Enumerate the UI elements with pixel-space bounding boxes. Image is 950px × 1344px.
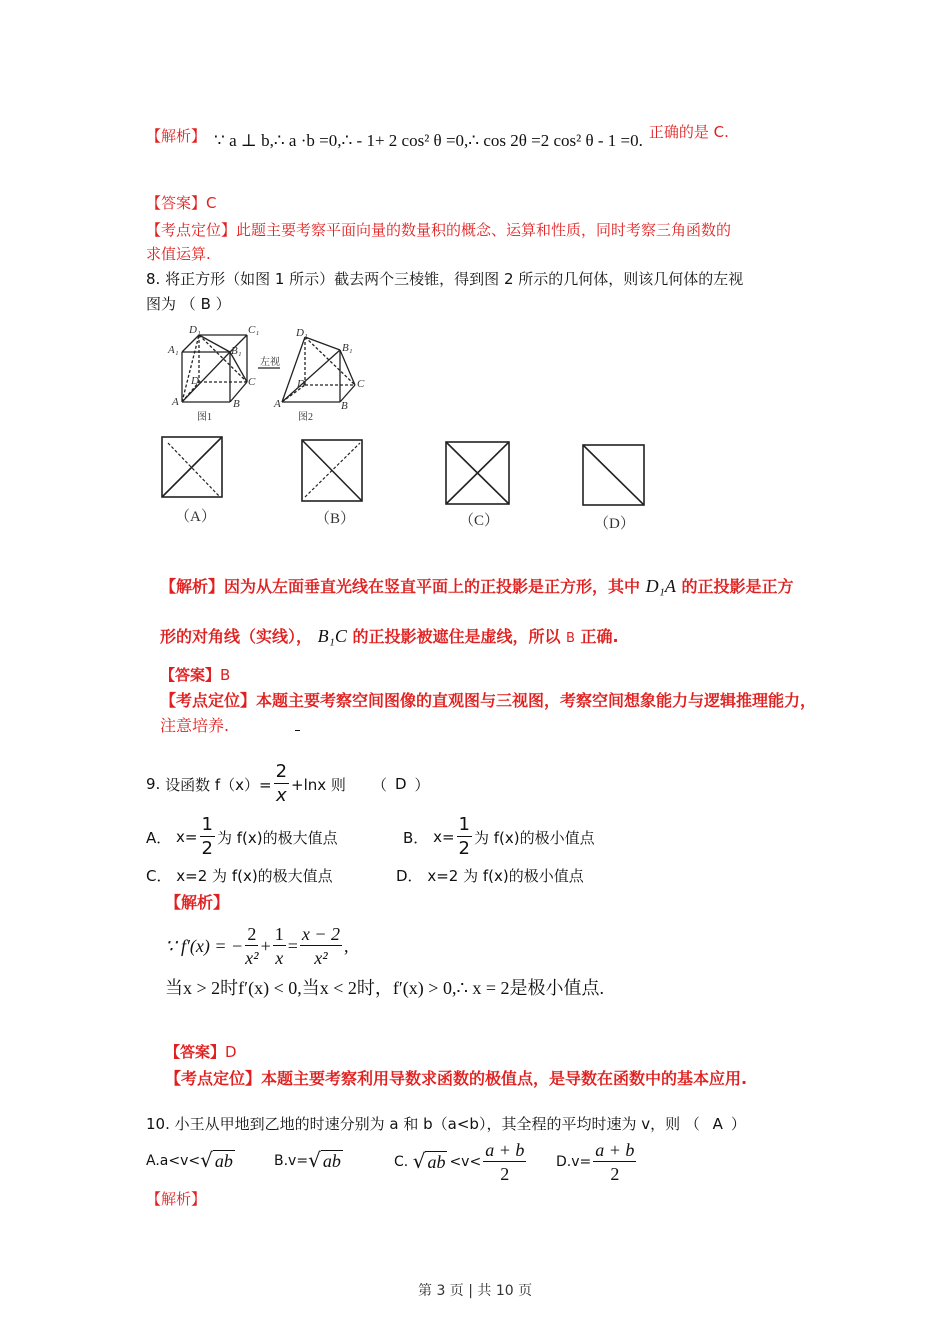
q9-analysis-tag: 【解析】 xyxy=(165,893,230,912)
fig2-caption: 图2 xyxy=(298,412,313,423)
fraction-2-over-x2 xyxy=(245,925,258,967)
math-d1a: D₁A xyxy=(645,576,676,596)
label-b: B xyxy=(233,398,240,410)
q10-option-a xyxy=(146,1150,235,1172)
answer-value: C xyxy=(206,194,217,212)
answer-choice: A xyxy=(712,1115,723,1133)
question-text: 设函数 f（x）= xyxy=(165,775,272,794)
fraction-1-over-x xyxy=(273,925,286,967)
comma: , xyxy=(344,935,349,956)
point-text-2: 求值运算. xyxy=(146,245,211,263)
paren-close: ） xyxy=(215,295,231,313)
answer-value: B xyxy=(220,666,231,684)
question-number: 10. xyxy=(146,1115,170,1133)
question-text: 小王从甲地到乙地的时速分别为 a 和 b（a<b），其全程的平均时速为 v，则 （ xyxy=(174,1115,700,1133)
label-d: D xyxy=(191,375,199,387)
option-prefix: D.v= xyxy=(556,1154,592,1170)
fig1-caption: 图1 xyxy=(197,412,212,423)
q9-option-b xyxy=(403,816,595,858)
q9-derivative xyxy=(165,925,349,967)
q10-options xyxy=(146,1138,666,1188)
point-text-2: 注意培养. xyxy=(160,716,230,735)
q8-analysis-line2 xyxy=(160,624,619,647)
q9-option-a xyxy=(146,816,338,858)
label-a1: A₁ xyxy=(168,344,179,356)
option-prefix: x=2 xyxy=(427,867,459,885)
sqrt-ab: √ ab xyxy=(412,1149,446,1173)
option-mid: <v< xyxy=(449,1154,482,1170)
question-text: 将正方形（如图 1 所示）截去两个三棱锥，得到图 2 所示的几何体，则该几何体的左视 xyxy=(165,270,744,288)
frac-num: 1 xyxy=(458,814,470,835)
analysis-text-4: 正确. xyxy=(580,627,619,646)
q8-point xyxy=(160,688,816,738)
sqrt-body: ab xyxy=(322,1151,341,1171)
analysis-choice: B xyxy=(566,631,575,646)
sqrt-body: ab xyxy=(214,1151,233,1171)
deriv-prefix: ∵ f′(x) = − xyxy=(165,935,244,956)
option-prefix: x= xyxy=(433,828,455,846)
fraction-a-plus-b-over-2 xyxy=(593,1141,636,1183)
question-text-suffix: +lnx 则 xyxy=(291,775,346,794)
option-prefix: x= xyxy=(176,828,198,846)
q7-analysis xyxy=(146,120,729,150)
point-tag: 【考点定位】 xyxy=(165,1069,262,1088)
analysis-tag: 【解析】 xyxy=(146,126,207,145)
answer-tag: 【答案】 xyxy=(146,194,207,212)
q8-analysis-line1 xyxy=(160,574,793,597)
fig2-label-d1: D₁ xyxy=(296,327,308,339)
q10-stem xyxy=(146,1113,746,1134)
option-c-caption: （C） xyxy=(459,513,500,529)
analysis-tag: 【解析】 xyxy=(160,577,225,596)
question-text-2: 图为 （ xyxy=(146,295,196,313)
option-d-caption: （D） xyxy=(594,516,635,532)
sqrt-ab: √ ab xyxy=(200,1148,233,1172)
option-text: 为 f(x)的极小值点 xyxy=(463,867,584,885)
frac-num: a + b xyxy=(595,1140,635,1160)
point-tag: 【考点定位】 xyxy=(146,221,237,239)
q9-sign-analysis: 当x > 2时f′(x) < 0,当x < 2时，f′(x) > 0,∴ x = 2是极小值点. xyxy=(165,978,605,998)
fraction-half xyxy=(200,816,215,858)
frac-den: x² xyxy=(245,948,259,968)
frac-den: 2 xyxy=(500,1164,510,1184)
fig2-label-b1: B₁ xyxy=(342,342,353,354)
option-prefix: A.a<v< xyxy=(146,1153,201,1169)
label-c1: C₁ xyxy=(248,324,260,336)
frac-den: 2 xyxy=(201,838,213,859)
fraction-x-minus-2 xyxy=(300,925,342,967)
q10-option-b xyxy=(274,1150,343,1172)
fig2-label-c: C xyxy=(357,378,365,390)
frac-num: 1 xyxy=(201,814,213,835)
frac-den: x² xyxy=(314,948,328,968)
paren-close: ） xyxy=(730,1115,746,1133)
option-b-caption: （B） xyxy=(315,511,356,527)
analysis-text: 因为从左面垂直光线在竖直平面上的正投影是正方形，其中 xyxy=(224,577,641,596)
option-text: 为 f(x)的极大值点 xyxy=(212,867,333,885)
point-text: 本题主要考察空间图像的直观图与三视图，考察空间想象能力与逻辑推理能力， xyxy=(256,691,817,710)
frac-den: x xyxy=(275,948,284,968)
q10-option-d xyxy=(556,1138,638,1186)
fraction-half xyxy=(457,816,472,858)
option-label: C． xyxy=(146,867,172,885)
page-footer: 第 3 页 | 共 10 页 xyxy=(418,1283,533,1299)
answer-value: D xyxy=(225,1043,237,1061)
figure-view-options xyxy=(150,425,670,535)
option-label: B． xyxy=(403,828,429,847)
fraction-a-plus-b-over-2 xyxy=(483,1141,526,1183)
frac-num: 2 xyxy=(275,761,288,782)
frac-num: a + b xyxy=(485,1140,525,1160)
option-prefix: B.v= xyxy=(274,1153,309,1169)
q9-option-c xyxy=(146,865,333,886)
option-a-caption: （A） xyxy=(175,509,216,525)
math-b1c: B₁C xyxy=(317,626,347,646)
option-prefix: x=2 xyxy=(176,867,208,885)
analysis-conclusion: 正确的是 C. xyxy=(648,122,729,141)
q10-option-c xyxy=(394,1138,528,1186)
option-squares-svg xyxy=(150,425,670,535)
question-number: 9. xyxy=(146,775,161,793)
option-prefix: C. xyxy=(394,1154,409,1170)
frac-den: 2 xyxy=(458,838,470,859)
equals-sign: = xyxy=(287,935,298,956)
q9-stem xyxy=(146,763,430,805)
plus-sign: + xyxy=(260,935,271,956)
fig2-label-d: D xyxy=(297,378,305,390)
analysis-math: ∵ a ⊥ b,∴ a ·b =0,∴ - 1+ 2 cos² θ =0,∴ cos 2θ =2 cos² θ - 1 =0. xyxy=(214,131,643,150)
answer-tag: 【答案】 xyxy=(160,666,221,684)
point-text: 本题主要考察利用导数求函数的极值点，是导数在函数中的基本应用. xyxy=(261,1069,748,1088)
q8-answer xyxy=(160,664,230,685)
q7-point xyxy=(146,218,731,266)
analysis-text-3: 的正投影被遮住是虚线，所以 xyxy=(352,627,561,646)
q9-option-d xyxy=(396,865,584,886)
analysis-text-2: 形的对角线（实线）， xyxy=(160,627,313,646)
figure-cube-diagrams xyxy=(155,320,395,430)
label-a: A xyxy=(172,396,179,408)
option-text: 为 f(x)的极小值点 xyxy=(473,828,595,847)
option-label: A． xyxy=(146,828,172,847)
paren-open: （ xyxy=(371,775,387,794)
frac-num: 1 xyxy=(274,924,284,944)
q7-answer xyxy=(146,192,217,213)
fraction-2-over-x xyxy=(274,763,289,805)
q9-answer xyxy=(165,1041,237,1062)
arrow-label: 左视 xyxy=(260,357,280,368)
q10-analysis-tag: 【解析】 xyxy=(146,1190,207,1208)
fig2-label-a: A xyxy=(274,398,281,410)
frac-num: 2 xyxy=(247,924,257,944)
answer-choice: B xyxy=(200,295,211,313)
option-label: D． xyxy=(396,867,423,885)
sqrt-body: ab xyxy=(427,1152,446,1172)
label-c: C xyxy=(248,376,256,388)
label-b1: B₁ xyxy=(231,345,242,357)
paren-close: ） xyxy=(414,775,430,794)
frac-num: x − 2 xyxy=(301,924,341,944)
answer-tag: 【答案】 xyxy=(165,1043,226,1061)
label-d1: D₁ xyxy=(189,324,201,336)
analysis-text-cont: 的正投影是正方 xyxy=(681,577,794,596)
option-text: 为 f(x)的极大值点 xyxy=(216,828,338,847)
sqrt-ab: √ ab xyxy=(308,1148,341,1172)
point-tag: 【考点定位】 xyxy=(160,691,257,710)
point-text: 此题主要考察平面向量的数量积的概念、运算和性质，同时考察三角函数的 xyxy=(236,221,732,239)
frac-den: x xyxy=(275,785,287,806)
frac-den: 2 xyxy=(610,1164,620,1184)
fig2-label-b: B xyxy=(341,400,348,412)
q8-stem xyxy=(146,267,743,317)
q9-point xyxy=(165,1066,747,1089)
answer-choice: D xyxy=(394,775,407,793)
stray-mark xyxy=(295,730,300,731)
question-number: 8. xyxy=(146,270,161,288)
